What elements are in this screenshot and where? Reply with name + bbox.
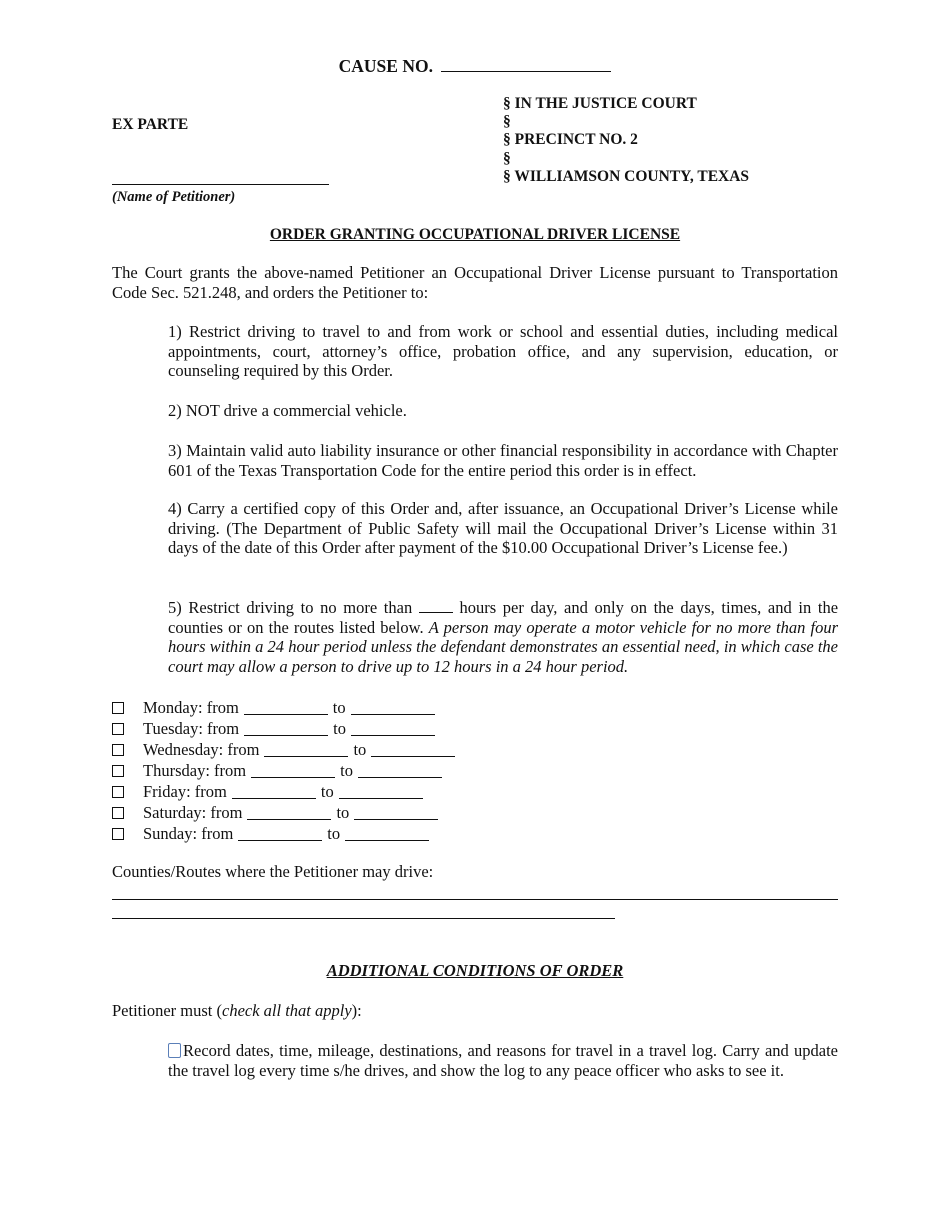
- order-item-4: 4) Carry a certified copy of this Order and, after issuance, an Occupational Driver’s License while driving. (The Department of Public Safety will mail the Occupational Driver’s License within 31 days of the date of this Order after payment of the $10.00 Occupational Driver’s License fee.): [168, 499, 838, 557]
- to-label: to: [336, 802, 350, 822]
- monday-checkbox[interactable]: [112, 702, 124, 714]
- from-time-field[interactable]: [247, 805, 331, 820]
- petitioner-must-line: [112, 1001, 838, 1021]
- from-time-field[interactable]: [238, 826, 322, 841]
- order-title: ORDER GRANTING OCCUPATIONAL DRIVER LICENSE: [269, 226, 681, 243]
- to-label: to: [353, 739, 367, 759]
- petitioner-name-field[interactable]: [112, 184, 329, 185]
- to-label: to: [333, 718, 346, 738]
- day-label: Friday: from: [143, 781, 227, 801]
- from-time-field[interactable]: [264, 742, 348, 757]
- order-item-2: 2) NOT drive a commercial vehicle.: [168, 401, 407, 420]
- hours-per-day-field[interactable]: [419, 598, 453, 613]
- from-time-field[interactable]: [251, 763, 335, 778]
- cause-number-field[interactable]: [441, 57, 611, 72]
- court-line: § WILLIAMSON COUNTY, TEXAS: [503, 167, 750, 185]
- day-label: Monday: from: [143, 697, 239, 717]
- to-label: to: [327, 823, 341, 843]
- court-line: § IN THE JUSTICE COURT: [503, 95, 697, 112]
- item5-text-end: hours per day, and only on the days, times, and in the counties or on the routes listed below.: [168, 598, 839, 637]
- court-line: § PRECINCT NO. 2: [503, 131, 638, 149]
- from-time-field[interactable]: [244, 700, 328, 715]
- petitioner-must-end: ):: [351, 1001, 362, 1020]
- day-row-thursday: [112, 760, 442, 781]
- item5-italic-note: A person may operate a motor vehicle for no more than four hours within a 24 hour period unless the defendant demonstrates an essential need, in which case the court may allow a person to drive up to 12 hours in a 24 hour period.: [168, 617, 839, 676]
- day-row-saturday: [112, 802, 438, 823]
- day-row-monday: [112, 697, 435, 718]
- check-all-text: check all that apply: [222, 1001, 352, 1020]
- cause-number: [0, 57, 950, 77]
- day-row-tuesday: [112, 718, 435, 739]
- ex-parte-label: EX PARTE: [112, 116, 189, 133]
- counties-routes-field-line-2[interactable]: [112, 918, 615, 919]
- to-time-field[interactable]: [339, 784, 423, 799]
- day-row-wednesday: [112, 739, 455, 760]
- intro-paragraph: The Court grants the above-named Petitioner an Occupational Driver License pursuant to Transportation Code Sec. 521.248, and orders the Petitioner to:: [112, 263, 838, 302]
- order-item-3: 3) Maintain valid auto liability insurance or other financial responsibility in accordance with Chapter 601 of the Texas Transportation Code for the entire period this order is in effect.: [168, 441, 838, 480]
- wednesday-checkbox[interactable]: [112, 744, 124, 756]
- day-label: Wednesday: from: [143, 739, 260, 759]
- petitioner-must-text: Petitioner must (: [112, 1001, 222, 1020]
- to-label: to: [340, 760, 353, 780]
- travel-log-text: Record dates, time, mileage, destinations, and reasons for travel in a travel log. Carry and update the travel log every time s/he drives, and show the log to any peace officer who asks to see it.: [168, 1041, 838, 1080]
- sunday-checkbox[interactable]: [112, 828, 124, 840]
- saturday-checkbox[interactable]: [112, 807, 124, 819]
- to-label: to: [332, 697, 346, 717]
- day-label: Thursday: from: [143, 760, 247, 780]
- counties-routes-field-line-1[interactable]: [112, 899, 838, 900]
- to-time-field[interactable]: [358, 763, 442, 778]
- to-time-field[interactable]: [345, 826, 429, 841]
- day-label: Saturday: from: [143, 802, 243, 822]
- from-time-field[interactable]: [232, 784, 316, 799]
- friday-checkbox[interactable]: [112, 786, 124, 798]
- court-caption: [503, 95, 749, 186]
- additional-conditions-title: ADDITIONAL CONDITIONS OF ORDER: [326, 961, 624, 980]
- tuesday-checkbox[interactable]: [112, 723, 124, 735]
- petitioner-name-caption: (Name of Petitioner): [112, 189, 236, 205]
- to-time-field[interactable]: [354, 805, 438, 820]
- court-line: §: [503, 113, 511, 131]
- to-time-field[interactable]: [351, 700, 435, 715]
- to-time-field[interactable]: [371, 742, 455, 757]
- order-item-5: [168, 598, 838, 676]
- counties-routes-label: Counties/Routes where the Petitioner may drive:: [112, 862, 434, 881]
- travel-log-checkbox[interactable]: [168, 1043, 181, 1058]
- day-row-sunday: [112, 823, 429, 844]
- travel-log-condition: [168, 1041, 838, 1080]
- cause-label: CAUSE NO.: [338, 56, 433, 76]
- day-row-friday: [112, 781, 423, 802]
- item5-text-start: 5) Restrict driving to no more than: [168, 598, 413, 617]
- thursday-checkbox[interactable]: [112, 765, 124, 777]
- day-label: Sunday: from: [143, 823, 234, 843]
- to-time-field[interactable]: [351, 721, 435, 736]
- order-item-1: 1) Restrict driving to travel to and from work or school and essential duties, including medical appointments, court, attorney’s office, probation office, and any supervision, education, or counseling required by this Order.: [168, 322, 838, 380]
- day-label: Tuesday: from: [143, 718, 240, 738]
- from-time-field[interactable]: [244, 721, 328, 736]
- court-line: §: [503, 149, 511, 167]
- to-label: to: [320, 781, 334, 801]
